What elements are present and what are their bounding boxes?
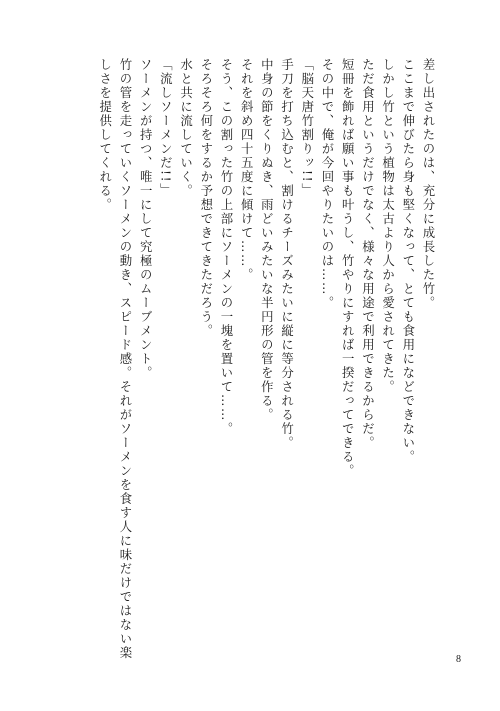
text-line: しさを提供してくれる。 (97, 58, 113, 212)
text-line: 差し出されたのは、充分に成長した竹。 (421, 58, 436, 310)
text-line: 竹の管を走っていくソーメンの動き、スピード感。それがソーメンを食す人に味だけではない楽 (117, 58, 133, 660)
text-line: 短冊を飾れば願い事も叶うし、竹やりにすれば一揆だってできる。 (340, 58, 356, 478)
text-line: 「流しソーメンだ!!」 (158, 58, 174, 198)
text-line: 「脳天唐竹割りッ!!」 (299, 58, 315, 198)
vertical-text-body (95, 58, 438, 660)
text-line: そろそろ何をするか予想できてきただろう。 (198, 58, 214, 338)
page-number: 8 (456, 654, 461, 665)
text-line: 中身の節をくりぬき、雨どいみたいな半円形の管を作る。 (259, 58, 275, 422)
text-line: そう、この割った竹の上部にソーメンの一塊を置いて……。 (218, 58, 234, 436)
text-line: ソーメンが持つ、唯一にして究極のムーブメント。 (138, 58, 154, 380)
text-line: しかし竹という植物は太古より人から愛されてきた。 (380, 58, 396, 394)
text-line: それを斜め四十五度に傾けて……。 (239, 58, 255, 282)
text-line: 水と共に流していく。 (178, 58, 194, 198)
text-line: ただ食用というだけでなく、様々な用途で利用できるからだ。 (360, 58, 376, 450)
text-line: ここまで伸びたら身も堅くなって、とても食用になどできない。 (400, 58, 416, 464)
text-line: その中で、俺が今回やりたいのは……。 (319, 58, 335, 310)
text-line: 手刀を打ち込むと、割けるチーズみたいに縦に等分される竹。 (279, 58, 295, 450)
